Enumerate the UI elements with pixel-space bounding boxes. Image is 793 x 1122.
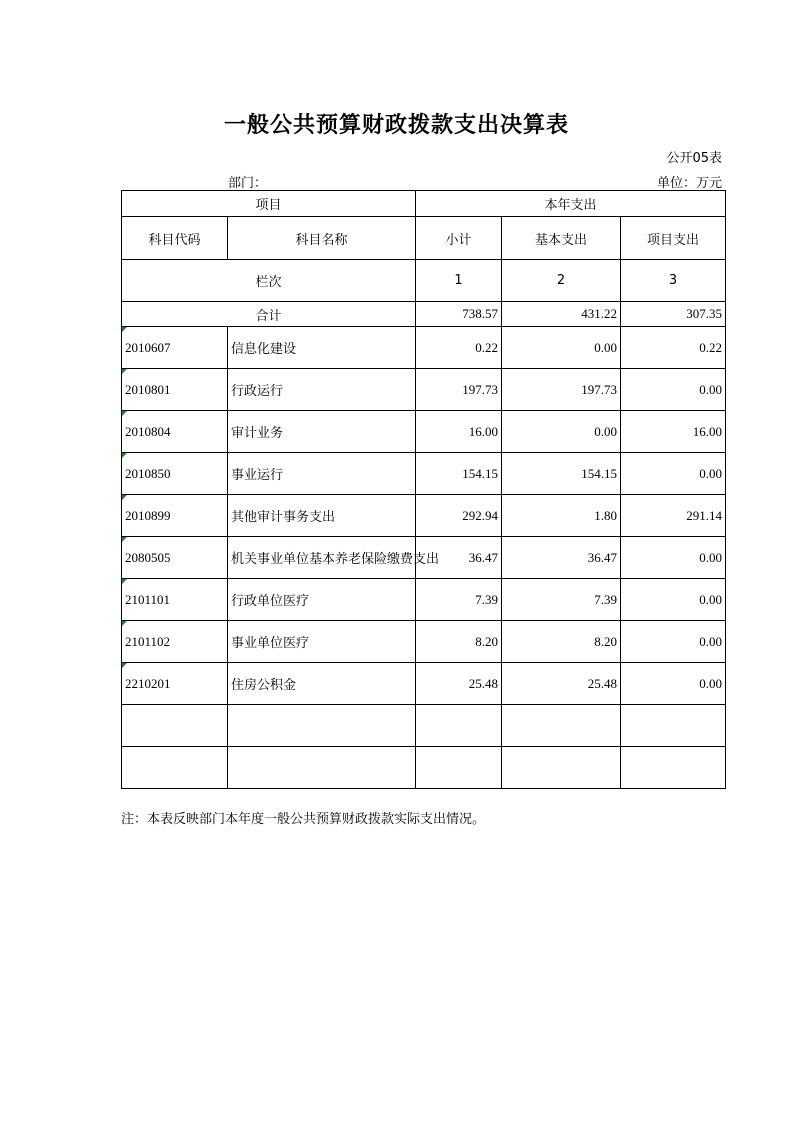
table-row [122,411,726,453]
column-label: 栏次 [122,260,416,302]
row-project: 16.00 [621,411,726,453]
row-basic: 7.39 [502,579,621,621]
page-title: 一般公共预算财政拨款支出决算表 [223,113,569,138]
total-row [122,302,726,327]
row-subtotal: 36.47 [416,537,502,579]
table-row [122,579,726,621]
row-code: 2080505 [122,537,228,579]
empty-cell [228,747,416,789]
empty-cell [122,705,228,747]
column-number-row [122,260,726,302]
row-subtotal: 25.48 [416,663,502,705]
empty-cell [122,747,228,789]
total-basic: 431.22 [502,302,621,327]
row-project: 0.22 [621,327,726,369]
row-project: 0.00 [621,537,726,579]
header-basic: 基本支出 [502,217,621,260]
empty-cell [416,747,502,789]
table-row [122,621,726,663]
header-item: 项目 [122,191,416,217]
header-project: 项目支出 [621,217,726,260]
row-code: 2010899 [122,495,228,537]
unit-label: 单位：万元 [656,176,722,191]
table-row [122,495,726,537]
row-code: 2101102 [122,621,228,663]
row-basic: 0.00 [502,411,621,453]
empty-cell [502,705,621,747]
row-project: 0.00 [621,663,726,705]
row-subtotal: 0.22 [416,327,502,369]
row-basic: 154.15 [502,453,621,495]
empty-row [122,747,726,789]
table-row [122,453,726,495]
column-number-2: 2 [502,260,621,302]
row-name: 机关事业单位基本养老保险缴费支出 [228,537,416,579]
header-row-1 [122,191,726,217]
row-project: 291.14 [621,495,726,537]
column-number-1: 1 [416,260,502,302]
table-row [122,663,726,705]
row-project: 0.00 [621,369,726,411]
row-code: 2010804 [122,411,228,453]
row-code: 2010607 [122,327,228,369]
row-basic: 197.73 [502,369,621,411]
row-name: 行政单位医疗 [228,579,416,621]
total-project: 307.35 [621,302,726,327]
form-code: 公开05表 [666,151,722,166]
empty-cell [502,747,621,789]
row-subtotal: 7.39 [416,579,502,621]
row-code: 2101101 [122,579,228,621]
expenditure-table [121,190,726,789]
table-row [122,537,726,579]
empty-cell [621,747,726,789]
row-basic: 25.48 [502,663,621,705]
row-project: 0.00 [621,621,726,663]
header-name: 科目名称 [228,217,416,260]
row-name: 事业单位医疗 [228,621,416,663]
row-basic: 36.47 [502,537,621,579]
column-number-3: 3 [621,260,726,302]
table-row [122,327,726,369]
header-subtotal: 小计 [416,217,502,260]
empty-cell [416,705,502,747]
department-label: 部门： [228,176,268,191]
header-row-2 [122,217,726,260]
table-row [122,369,726,411]
row-name: 其他审计事务支出 [228,495,416,537]
footnote: 注：本表反映部门本年度一般公共预算财政拨款实际支出情况。 [121,812,486,827]
row-code: 2210201 [122,663,228,705]
row-subtotal: 292.94 [416,495,502,537]
row-name: 审计业务 [228,411,416,453]
row-subtotal: 154.15 [416,453,502,495]
row-name: 行政运行 [228,369,416,411]
row-code: 2010850 [122,453,228,495]
row-code: 2010801 [122,369,228,411]
row-subtotal: 16.00 [416,411,502,453]
total-subtotal: 738.57 [416,302,502,327]
row-subtotal: 8.20 [416,621,502,663]
row-name: 信息化建设 [228,327,416,369]
row-basic: 0.00 [502,327,621,369]
row-basic: 1.80 [502,495,621,537]
row-basic: 8.20 [502,621,621,663]
row-subtotal: 197.73 [416,369,502,411]
row-name: 住房公积金 [228,663,416,705]
row-name: 事业运行 [228,453,416,495]
empty-cell [621,705,726,747]
empty-cell [228,705,416,747]
row-project: 0.00 [621,579,726,621]
empty-row [122,705,726,747]
header-current-year: 本年支出 [416,191,726,217]
row-project: 0.00 [621,453,726,495]
header-code: 科目代码 [122,217,228,260]
total-label: 合计 [122,302,416,327]
